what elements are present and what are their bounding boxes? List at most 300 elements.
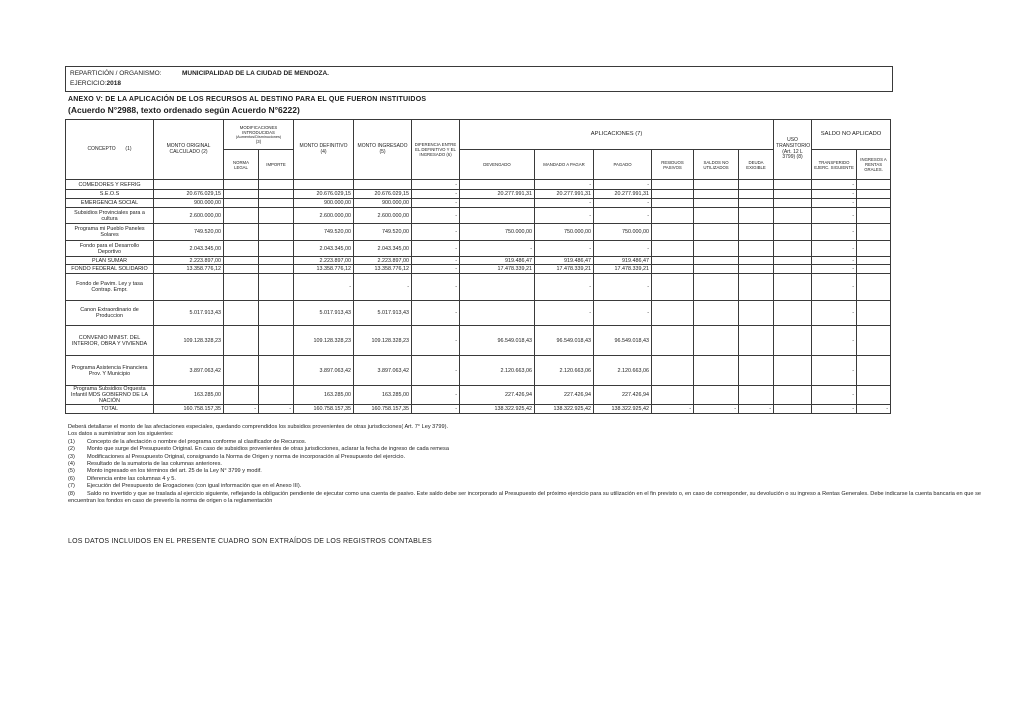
cell-importe xyxy=(259,241,294,257)
cell-pagado: - xyxy=(594,208,652,224)
reparticion-line xyxy=(70,69,888,79)
cell-saldos_no_utilizados: - xyxy=(694,405,739,414)
cell-norma_legal xyxy=(224,199,259,208)
cell-mandado_a_pagar: 96.549.018,43 xyxy=(535,326,594,356)
table-row xyxy=(66,224,891,241)
footnote-item xyxy=(68,446,1008,453)
cell-deuda_exigible xyxy=(739,180,774,190)
modificaciones-line2: (Aumentos/Disminuciones) xyxy=(235,134,282,139)
cell-pagado: 96.549.018,43 xyxy=(594,326,652,356)
row-concept: Fondo para el Desarrollo Deportivo xyxy=(66,241,154,257)
cell-devengado: 2.120.663,06 xyxy=(460,356,535,386)
table-row xyxy=(66,356,891,386)
cell-norma_legal xyxy=(224,265,259,274)
cell-norma_legal xyxy=(224,241,259,257)
cell-transferido_ejerc_siguiente: - xyxy=(812,356,857,386)
cell-monto_original_calculado: 749.520,00 xyxy=(154,224,224,241)
cell-deuda_exigible xyxy=(739,224,774,241)
footnote-item xyxy=(68,476,1008,483)
footnote-number: (7) xyxy=(68,483,75,490)
footnote-items xyxy=(68,439,1008,506)
cell-transferido_ejerc_siguiente: - xyxy=(812,224,857,241)
table-row xyxy=(66,405,891,414)
bottom-note: LOS DATOS INCLUIDOS EN EL PRESENTE CUADRO SON EXTRAÍDOS DE LOS REGISTROS CONTABLES xyxy=(68,538,432,545)
cell-monto_ingresado: - xyxy=(354,274,412,301)
row-concept: CONVENIO MINIST. DEL INTERIOR, OBRA Y VIVIENDA xyxy=(66,326,154,356)
col-header-monto-ingresado: MONTO INGRESADO (5) xyxy=(354,120,412,180)
footnote-number: (1) xyxy=(68,438,75,445)
col-header-deuda-exigible: DEUDA EXIGIBLE xyxy=(739,150,774,180)
cell-monto_definitivo xyxy=(294,180,354,190)
cell-ingresos_rentas_grales xyxy=(857,241,891,257)
reparticion-label: REPARTICIÓN / ORGANISMO: xyxy=(70,70,162,77)
cell-monto_original_calculado: 5.017.913,43 xyxy=(154,301,224,326)
cell-pagado: 20.277.991,31 xyxy=(594,190,652,199)
cell-monto_definitivo: 900.000,00 xyxy=(294,199,354,208)
cell-pagado: - xyxy=(594,274,652,301)
row-concept: COMEDORES Y REFRIG xyxy=(66,180,154,190)
cell-ingresos_rentas_grales xyxy=(857,386,891,405)
row-concept: S.E.O.S xyxy=(66,190,154,199)
cell-diferencia: - xyxy=(412,265,460,274)
cell-residuos_pasivos xyxy=(652,356,694,386)
cell-saldos_no_utilizados xyxy=(694,208,739,224)
cell-pagado: - xyxy=(594,301,652,326)
cell-uso_transitorio xyxy=(774,241,812,257)
cell-pagado: 750.000,00 xyxy=(594,224,652,241)
cell-saldos_no_utilizados xyxy=(694,301,739,326)
cell-mandado_a_pagar: 20.277.991,31 xyxy=(535,190,594,199)
cell-monto_ingresado xyxy=(354,180,412,190)
cell-importe xyxy=(259,208,294,224)
cell-deuda_exigible xyxy=(739,190,774,199)
cell-pagado: - xyxy=(594,180,652,190)
col-header-monto-definitivo: MONTO DEFINITIVO (4) xyxy=(294,120,354,180)
cell-saldos_no_utilizados xyxy=(694,386,739,405)
cell-ingresos_rentas_grales xyxy=(857,180,891,190)
anexo-title-line1: ANEXO V: DE LA APLICACIÓN DE LOS RECURSOS AL DESTINO PARA EL QUE FUERON INSTITUIDOS xyxy=(68,96,427,103)
cell-monto_original_calculado: 160.758.157,35 xyxy=(154,405,224,414)
cell-monto_definitivo: 20.676.029,15 xyxy=(294,190,354,199)
footnote-text: Ejecución del Presupuesto de Erogaciones (con igual información que en el Anexo III). xyxy=(87,483,302,490)
row-concept: Fondo de Pavim. Ley y tasa Contrap. Empr. xyxy=(66,274,154,301)
cell-devengado xyxy=(460,208,535,224)
footnote-item xyxy=(68,483,1008,490)
footnote-text: Diferencia entre las columnas 4 y 5. xyxy=(87,475,176,482)
cell-diferencia: - xyxy=(412,208,460,224)
footnote-text: Monto que surge del Presupuesto Original. En caso de subsidios provenientes de otras jurisdicciones, aclarar la fecha de ingreso de cada remesa xyxy=(87,446,449,453)
cell-deuda_exigible xyxy=(739,199,774,208)
cell-norma_legal xyxy=(224,274,259,301)
cell-deuda_exigible xyxy=(739,356,774,386)
cell-pagado: 919.486,47 xyxy=(594,257,652,265)
footnote-number: (2) xyxy=(68,446,75,453)
cell-monto_definitivo: 13.358.776,12 xyxy=(294,265,354,274)
cell-norma_legal xyxy=(224,301,259,326)
cell-monto_ingresado: 2.043.345,00 xyxy=(354,241,412,257)
table-row xyxy=(66,199,891,208)
cell-ingresos_rentas_grales xyxy=(857,257,891,265)
cell-diferencia: - xyxy=(412,199,460,208)
cell-mandado_a_pagar: - xyxy=(535,199,594,208)
cell-saldos_no_utilizados xyxy=(694,241,739,257)
row-concept: Programa Subsidios Orquesta Infantil MDS GOBIERNO DE LA NACIÓN xyxy=(66,386,154,405)
cell-residuos_pasivos xyxy=(652,224,694,241)
cell-monto_definitivo: 2.600.000,00 xyxy=(294,208,354,224)
cell-uso_transitorio xyxy=(774,224,812,241)
cell-monto_definitivo: 163.285,00 xyxy=(294,386,354,405)
cell-transferido_ejerc_siguiente: - xyxy=(812,265,857,274)
cell-monto_original_calculado: 2.223.897,00 xyxy=(154,257,224,265)
cell-devengado: - xyxy=(460,241,535,257)
cell-residuos_pasivos xyxy=(652,386,694,405)
cell-pagado: - xyxy=(594,199,652,208)
cell-residuos_pasivos xyxy=(652,180,694,190)
cell-saldos_no_utilizados xyxy=(694,190,739,199)
cell-norma_legal xyxy=(224,190,259,199)
cell-ingresos_rentas_grales xyxy=(857,274,891,301)
cell-mandado_a_pagar: 919.486,47 xyxy=(535,257,594,265)
cell-norma_legal xyxy=(224,208,259,224)
cell-ingresos_rentas_grales: - xyxy=(857,405,891,414)
cell-monto_ingresado: 3.897.063,42 xyxy=(354,356,412,386)
cell-norma_legal xyxy=(224,326,259,356)
cell-monto_ingresado: 2.223.897,00 xyxy=(354,257,412,265)
cell-monto_ingresado: 109.128.328,23 xyxy=(354,326,412,356)
col-header-aplicaciones: APLICACIONES (7) xyxy=(460,120,774,150)
cell-transferido_ejerc_siguiente: - xyxy=(812,405,857,414)
cell-saldos_no_utilizados xyxy=(694,180,739,190)
cell-monto_original_calculado: 20.676.029,15 xyxy=(154,190,224,199)
footnote-intro-1: Deberá detallarse el monto de las afectaciones especiales, quedando comprendidos los subsidios provenientes de otras jurisdicciones( Art. 7° Ley 3799). xyxy=(68,424,449,430)
cell-pagado: 227.426,94 xyxy=(594,386,652,405)
cell-uso_transitorio xyxy=(774,326,812,356)
row-concept: TOTAL xyxy=(66,405,154,414)
cell-importe xyxy=(259,265,294,274)
footnote-number: (6) xyxy=(68,475,75,482)
cell-monto_original_calculado xyxy=(154,274,224,301)
row-concept: Canon Extraordinario de Produccion xyxy=(66,301,154,326)
col-header-diferencia: DIFERENCIA ENTRE EL DEFINITIVO Y EL INGRESADO (6) xyxy=(412,120,460,180)
table-header xyxy=(66,120,891,180)
cell-monto_ingresado: 20.676.029,15 xyxy=(354,190,412,199)
cell-saldos_no_utilizados xyxy=(694,257,739,265)
footnote-number: (8) xyxy=(68,490,75,497)
cell-uso_transitorio xyxy=(774,356,812,386)
col-header-norma-legal: NORMA LEGAL xyxy=(224,150,259,180)
cell-monto_definitivo: 3.897.063,42 xyxy=(294,356,354,386)
cell-norma_legal: - xyxy=(224,405,259,414)
cell-deuda_exigible: - xyxy=(739,405,774,414)
cell-transferido_ejerc_siguiente: - xyxy=(812,326,857,356)
footnote-number: (5) xyxy=(68,468,75,475)
cell-uso_transitorio xyxy=(774,386,812,405)
table-row xyxy=(66,301,891,326)
table-body xyxy=(66,180,891,414)
col-header-saldos-no-utilizados: SALDOS NO UTILIZADOS xyxy=(694,150,739,180)
ejercicio-line xyxy=(70,79,888,89)
cell-monto_original_calculado: 2.043.345,00 xyxy=(154,241,224,257)
table-row xyxy=(66,241,891,257)
cell-monto_definitivo: - xyxy=(294,274,354,301)
cell-uso_transitorio xyxy=(774,180,812,190)
footnote-text: Resultado de la sumatoria de las columnas anteriores. xyxy=(87,461,222,468)
table-row xyxy=(66,180,891,190)
cell-ingresos_rentas_grales xyxy=(857,265,891,274)
cell-residuos_pasivos xyxy=(652,265,694,274)
cell-transferido_ejerc_siguiente: - xyxy=(812,199,857,208)
cell-diferencia: - xyxy=(412,326,460,356)
cell-diferencia: - xyxy=(412,405,460,414)
cell-diferencia: - xyxy=(412,301,460,326)
cell-norma_legal xyxy=(224,386,259,405)
footnotes xyxy=(68,424,1008,505)
row-concept: Programa Asistencia Financiera Prov. Y Municipio xyxy=(66,356,154,386)
cell-diferencia: - xyxy=(412,241,460,257)
col-header-devengado: DEVENGADO xyxy=(460,150,535,180)
cell-uso_transitorio xyxy=(774,274,812,301)
table-row xyxy=(66,265,891,274)
cell-transferido_ejerc_siguiente: - xyxy=(812,274,857,301)
cell-saldos_no_utilizados xyxy=(694,199,739,208)
table-row xyxy=(66,274,891,301)
cell-monto_ingresado: 13.358.776,12 xyxy=(354,265,412,274)
cell-importe xyxy=(259,199,294,208)
cell-transferido_ejerc_siguiente: - xyxy=(812,180,857,190)
cell-monto_original_calculado: 3.897.063,42 xyxy=(154,356,224,386)
cell-transferido_ejerc_siguiente: - xyxy=(812,257,857,265)
anexo-title-line2: (Acuerdo N°2988, texto ordenado según Acuerdo N°6222) xyxy=(68,105,300,115)
cell-mandado_a_pagar: 138.322.925,42 xyxy=(535,405,594,414)
footnote-item xyxy=(68,439,1008,446)
table-row xyxy=(66,386,891,405)
footnote-number: (3) xyxy=(68,453,75,460)
ejercicio-value: 2018 xyxy=(106,79,121,87)
cell-transferido_ejerc_siguiente: - xyxy=(812,208,857,224)
footnote-text: Saldo no invertido y que se traslada al ejercicio siguiente, reflejando la obligación pendiente de ejecutar como una cuenta de pasivo. Este saldo debe ser incorporado al Presupuesto del próximo ejercicio para su utilización en el fin previsto o, en caso de corresponder, su devolución o su ingreso a Rentas Generales. Debe indicarse la cuenta bancaria en que se encuentran los fondos en caso de preverlo la norma de origen o la reglamentación xyxy=(68,490,981,505)
cell-deuda_exigible xyxy=(739,386,774,405)
row-concept: PLAN SUMAR xyxy=(66,257,154,265)
col-header-modificaciones xyxy=(224,120,294,150)
cell-pagado: 138.322.925,42 xyxy=(594,405,652,414)
cell-importe xyxy=(259,257,294,265)
footnote-intro-2: Los datos a suministrar son los siguientes: xyxy=(68,431,174,438)
cell-monto_ingresado: 5.017.913,43 xyxy=(354,301,412,326)
cell-monto_ingresado: 2.600.000,00 xyxy=(354,208,412,224)
cell-monto_definitivo: 2.223.897,00 xyxy=(294,257,354,265)
col-header-transferido: TRANSFERIDO EJERC. SIGUIENTE xyxy=(812,150,857,180)
row-concept: Programa mi Pueblo Paneles Solares xyxy=(66,224,154,241)
cell-uso_transitorio xyxy=(774,405,812,414)
col-header-ingresos-rentas: INGRESOS A RENTAS GRALES. xyxy=(857,150,891,180)
cell-transferido_ejerc_siguiente: - xyxy=(812,190,857,199)
cell-transferido_ejerc_siguiente: - xyxy=(812,241,857,257)
footnote-item xyxy=(68,491,1008,506)
ejercicio-label: EJERCICIO: xyxy=(70,79,107,87)
cell-monto_ingresado: 163.285,00 xyxy=(354,386,412,405)
col-header-importe: IMPORTE xyxy=(259,150,294,180)
cell-monto_original_calculado: 900.000,00 xyxy=(154,199,224,208)
cell-monto_definitivo: 160.758.157,35 xyxy=(294,405,354,414)
cell-deuda_exigible xyxy=(739,326,774,356)
cell-diferencia: - xyxy=(412,356,460,386)
cell-devengado: 138.322.925,42 xyxy=(460,405,535,414)
cell-residuos_pasivos xyxy=(652,208,694,224)
cell-ingresos_rentas_grales xyxy=(857,190,891,199)
cell-diferencia: - xyxy=(412,274,460,301)
footnote-item xyxy=(68,454,1008,461)
cell-norma_legal xyxy=(224,224,259,241)
col-header-monto-original: MONTO ORIGINAL CALCULADO (2) xyxy=(154,120,224,180)
col-header-pagado: PAGADO xyxy=(594,150,652,180)
cell-ingresos_rentas_grales xyxy=(857,301,891,326)
cell-deuda_exigible xyxy=(739,241,774,257)
cell-importe xyxy=(259,356,294,386)
col-header-concepto xyxy=(66,120,154,180)
cell-monto_definitivo: 749.520,00 xyxy=(294,224,354,241)
cell-diferencia: - xyxy=(412,190,460,199)
cell-devengado: 227.426,94 xyxy=(460,386,535,405)
cell-devengado xyxy=(460,199,535,208)
cell-importe: - xyxy=(259,405,294,414)
cell-devengado: 20.277.991,31 xyxy=(460,190,535,199)
footnote-item xyxy=(68,468,1008,475)
footnote-text: Modificaciones al Presupuesto Original, consignando la Norma de Origen y norma de incorporación al Presupuesto del ejercicio. xyxy=(87,453,406,460)
cell-mandado_a_pagar: 750.000,00 xyxy=(535,224,594,241)
cell-monto_definitivo: 2.043.345,00 xyxy=(294,241,354,257)
cell-mandado_a_pagar: - xyxy=(535,208,594,224)
cell-monto_original_calculado: 2.600.000,00 xyxy=(154,208,224,224)
cell-pagado: 2.120.663,06 xyxy=(594,356,652,386)
cell-saldos_no_utilizados xyxy=(694,326,739,356)
cell-uso_transitorio xyxy=(774,257,812,265)
cell-monto_original_calculado xyxy=(154,180,224,190)
cell-mandado_a_pagar: 227.426,94 xyxy=(535,386,594,405)
organism-box xyxy=(65,66,893,92)
cell-monto_ingresado: 160.758.157,35 xyxy=(354,405,412,414)
cell-devengado xyxy=(460,301,535,326)
footnote-text: Concepto de la afectación o nombre del programa conforme al clasificador de Recursos. xyxy=(87,438,307,445)
cell-devengado xyxy=(460,180,535,190)
modificaciones-line3: (3) xyxy=(255,139,262,145)
row-concept: EMERGENCIA SOCIAL xyxy=(66,199,154,208)
row-concept: FONDO FEDERAL SOLIDARIO xyxy=(66,265,154,274)
col-header-residuos-pasivos: RESIDUOS PASIVOS xyxy=(652,150,694,180)
cell-saldos_no_utilizados xyxy=(694,356,739,386)
cell-mandado_a_pagar: - xyxy=(535,180,594,190)
cell-deuda_exigible xyxy=(739,257,774,265)
cell-saldos_no_utilizados xyxy=(694,224,739,241)
cell-deuda_exigible xyxy=(739,208,774,224)
cell-devengado: 919.486,47 xyxy=(460,257,535,265)
cell-importe xyxy=(259,386,294,405)
cell-norma_legal xyxy=(224,180,259,190)
concepto-num: (1) xyxy=(125,145,132,152)
cell-devengado: 750.000,00 xyxy=(460,224,535,241)
row-concept: Subsidios Provinciales para a cultura xyxy=(66,208,154,224)
cell-residuos_pasivos xyxy=(652,301,694,326)
cell-importe xyxy=(259,274,294,301)
cell-devengado: 96.549.018,43 xyxy=(460,326,535,356)
cell-uso_transitorio xyxy=(774,190,812,199)
footnote-item xyxy=(68,461,1008,468)
cell-monto_ingresado: 749.520,00 xyxy=(354,224,412,241)
cell-residuos_pasivos xyxy=(652,326,694,356)
cell-importe xyxy=(259,326,294,356)
cell-importe xyxy=(259,180,294,190)
cell-pagado: 17.478.339,21 xyxy=(594,265,652,274)
cell-importe xyxy=(259,301,294,326)
cell-residuos_pasivos xyxy=(652,274,694,301)
cell-residuos_pasivos: - xyxy=(652,405,694,414)
cell-monto_definitivo: 5.017.913,43 xyxy=(294,301,354,326)
cell-ingresos_rentas_grales xyxy=(857,224,891,241)
cell-diferencia: - xyxy=(412,257,460,265)
table-row xyxy=(66,208,891,224)
cell-importe xyxy=(259,190,294,199)
cell-diferencia: - xyxy=(412,224,460,241)
table-row xyxy=(66,257,891,265)
cell-transferido_ejerc_siguiente: - xyxy=(812,386,857,405)
cell-residuos_pasivos xyxy=(652,199,694,208)
cell-ingresos_rentas_grales xyxy=(857,356,891,386)
cell-monto_definitivo: 109.128.328,23 xyxy=(294,326,354,356)
modificaciones-line1: MODIFICACIONES INTRODUCIDAS xyxy=(239,124,278,135)
cell-mandado_a_pagar: 2.120.663,06 xyxy=(535,356,594,386)
cell-mandado_a_pagar: - xyxy=(535,241,594,257)
cell-saldos_no_utilizados xyxy=(694,274,739,301)
cell-saldos_no_utilizados xyxy=(694,265,739,274)
cell-mandado_a_pagar: 17.478.339,21 xyxy=(535,265,594,274)
cell-diferencia: - xyxy=(412,386,460,405)
cell-ingresos_rentas_grales xyxy=(857,326,891,356)
reparticion-value: MUNICIPALIDAD DE LA CIUDAD DE MENDOZA. xyxy=(182,70,329,77)
cell-monto_original_calculado: 109.128.328,23 xyxy=(154,326,224,356)
cell-norma_legal xyxy=(224,257,259,265)
col-header-saldo-no-aplicado: SALDO NO APLICADO xyxy=(812,120,891,150)
cell-monto_ingresado: 900.000,00 xyxy=(354,199,412,208)
cell-pagado: - xyxy=(594,241,652,257)
cell-uso_transitorio xyxy=(774,199,812,208)
cell-residuos_pasivos xyxy=(652,241,694,257)
cell-uso_transitorio xyxy=(774,208,812,224)
cell-deuda_exigible xyxy=(739,274,774,301)
cell-importe xyxy=(259,224,294,241)
footnote-text: Monto ingresado en los términos del art. 25 de la Ley N° 3799 y modif. xyxy=(87,468,262,475)
cell-diferencia: - xyxy=(412,180,460,190)
table-row xyxy=(66,190,891,199)
cell-uso_transitorio xyxy=(774,265,812,274)
cell-devengado: 17.478.339,21 xyxy=(460,265,535,274)
cell-uso_transitorio xyxy=(774,301,812,326)
cell-residuos_pasivos xyxy=(652,190,694,199)
cell-deuda_exigible xyxy=(739,265,774,274)
cell-monto_original_calculado: 163.285,00 xyxy=(154,386,224,405)
cell-ingresos_rentas_grales xyxy=(857,199,891,208)
footnote-number: (4) xyxy=(68,461,75,468)
cell-devengado xyxy=(460,274,535,301)
cell-norma_legal xyxy=(224,356,259,386)
anexo-title xyxy=(68,96,426,115)
col-header-uso-transitorio: USO TRANSITORIO (Art. 12 L 3799) (8) xyxy=(774,120,812,180)
col-header-mandado-a-pagar: MANDADO A PAGAR xyxy=(535,150,594,180)
concepto-label: CONCEPTO xyxy=(87,145,116,152)
cell-residuos_pasivos xyxy=(652,257,694,265)
cell-deuda_exigible xyxy=(739,301,774,326)
cell-monto_original_calculado: 13.358.776,12 xyxy=(154,265,224,274)
cell-mandado_a_pagar: - xyxy=(535,274,594,301)
cell-ingresos_rentas_grales xyxy=(857,208,891,224)
